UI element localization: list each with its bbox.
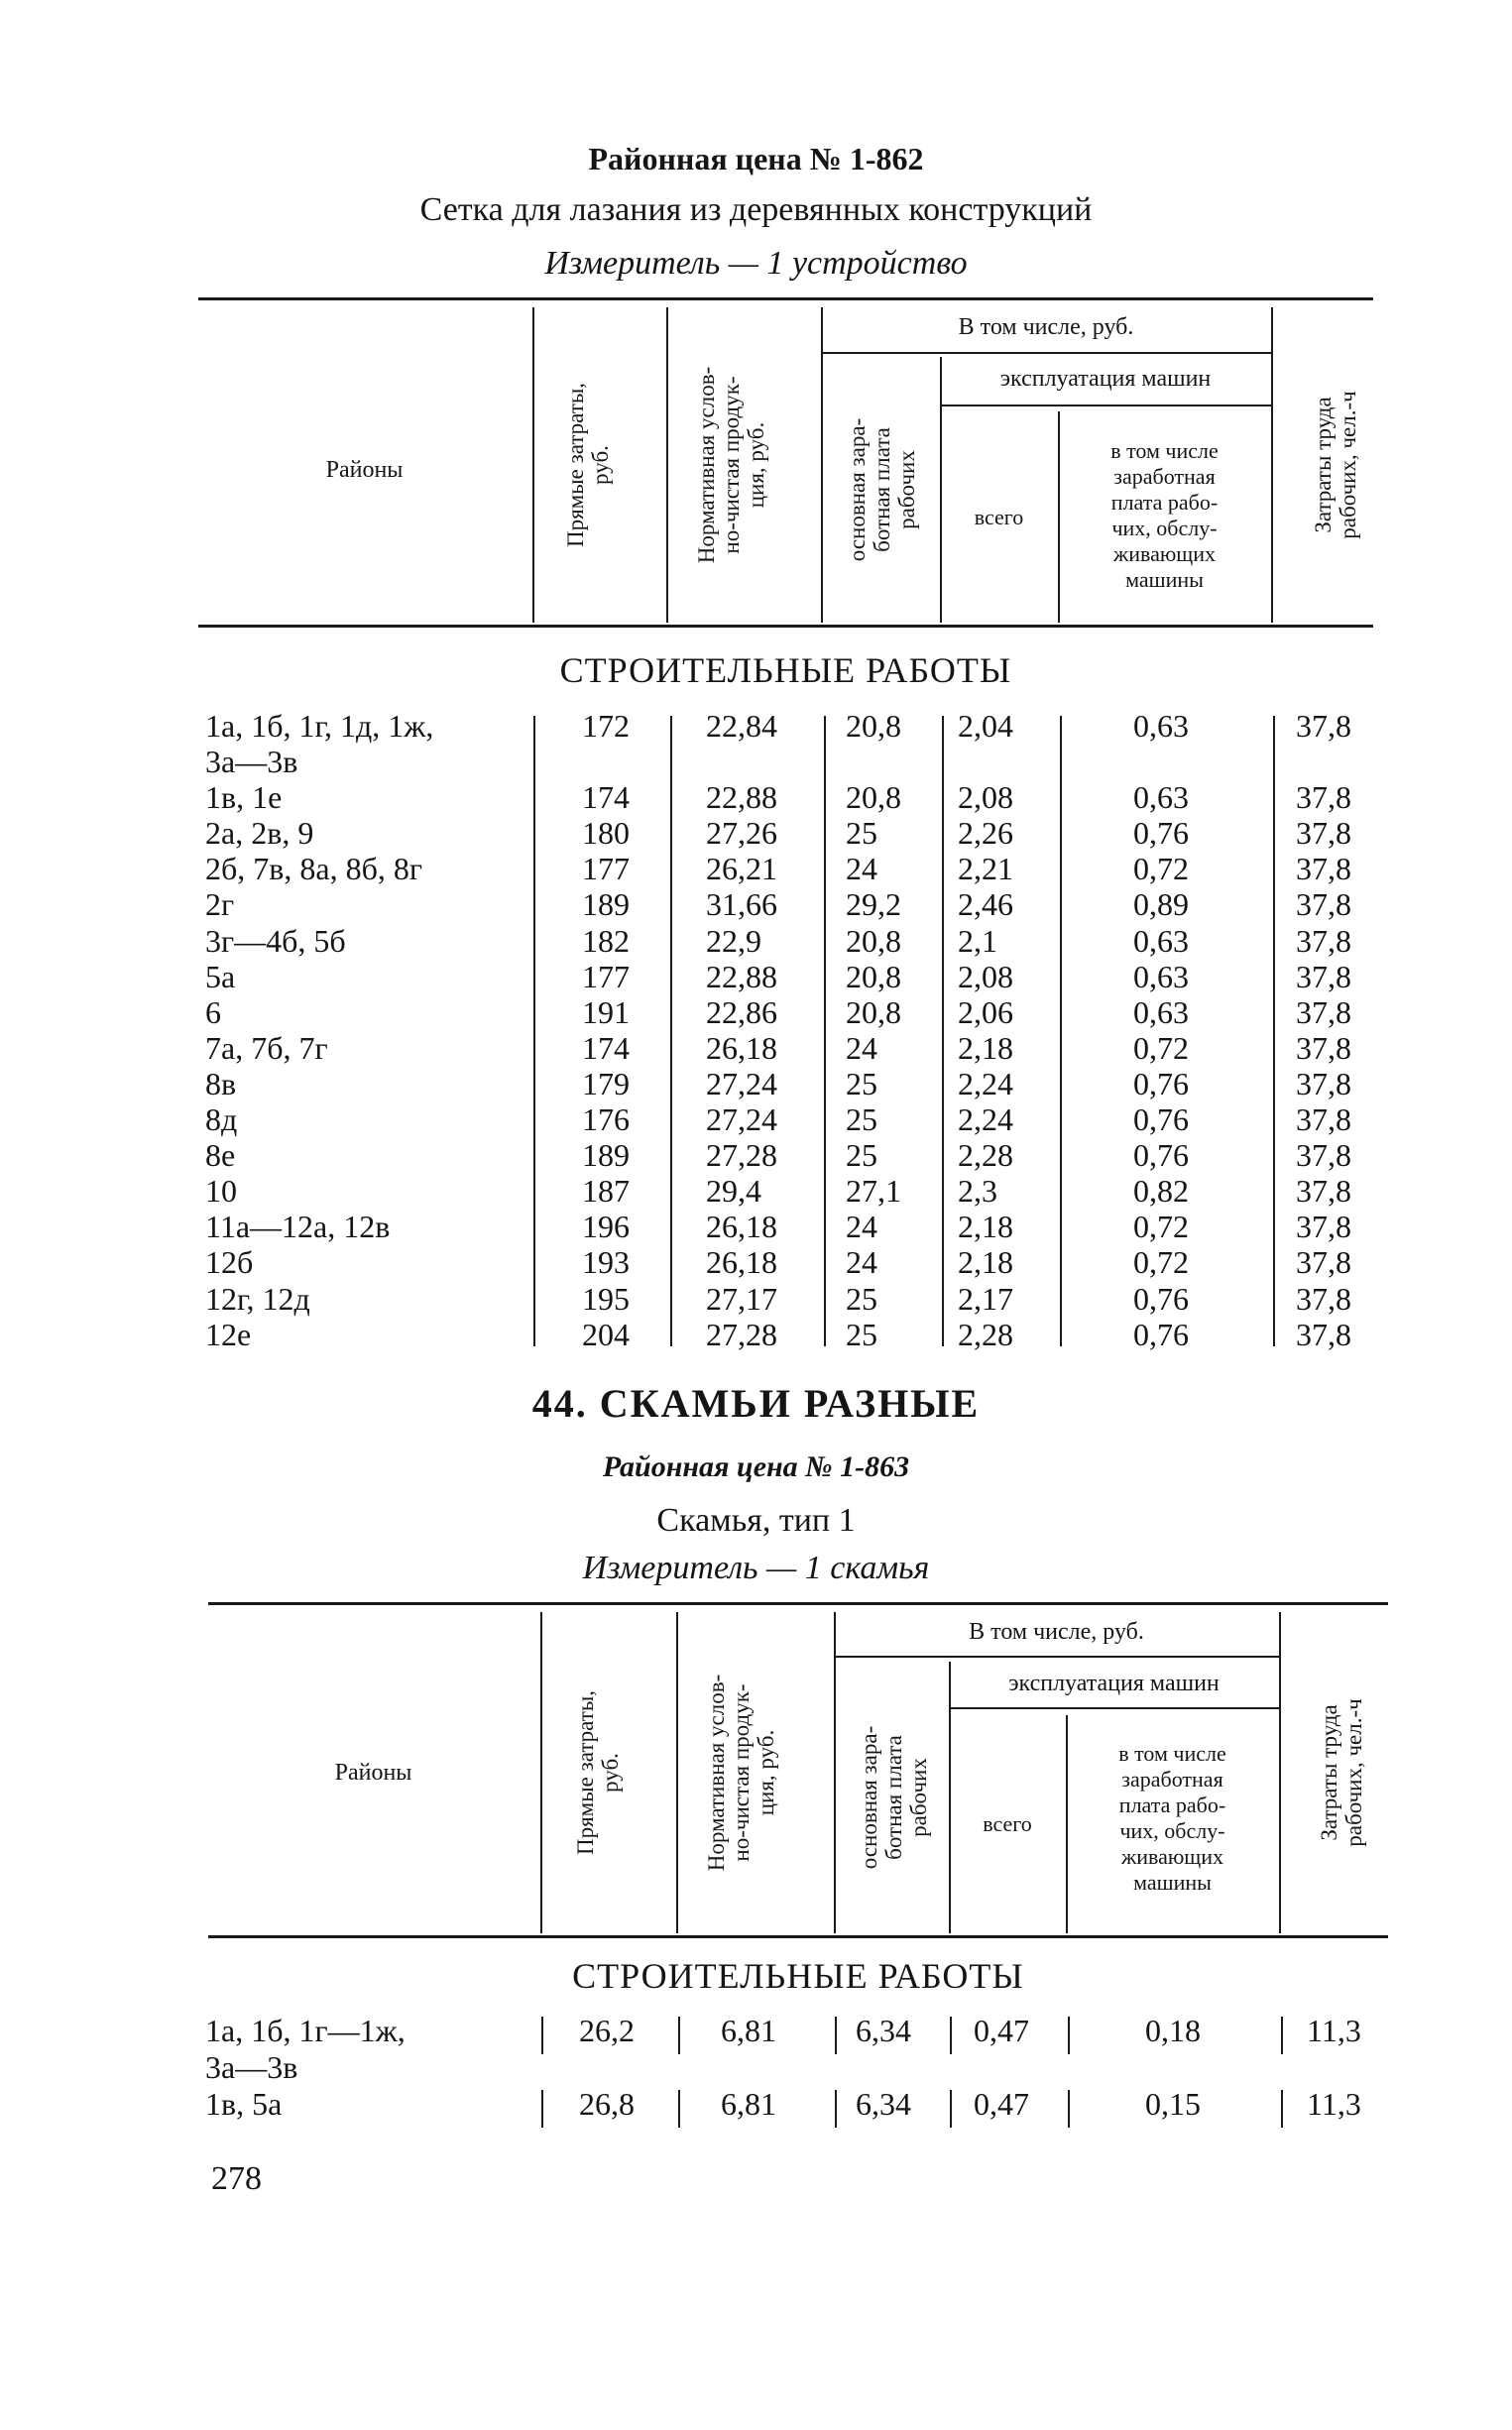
base-wage-cell: 29,2 [846, 886, 901, 923]
labor-cell: 37,8 [1296, 922, 1351, 959]
machines-total-cell: 2,28 [958, 1316, 1013, 1352]
price2-title: Районная цена № 1-863 [602, 1450, 910, 1483]
labor-cell: 37,8 [1296, 1209, 1351, 1245]
table1-subheader-rule [940, 405, 1271, 406]
base-wage-cell: 25 [846, 1101, 877, 1137]
machines-total-cell: 2,46 [958, 886, 1013, 923]
labor-cell: 37,8 [1296, 1065, 1351, 1101]
direct-costs-cell: 191 [582, 993, 630, 1030]
machines-total-cell: 2,3 [958, 1173, 997, 1210]
table2-body-divider [950, 2017, 952, 2054]
table2-body-divider [1068, 2017, 1070, 2054]
base-wage-cell: 20,8 [846, 958, 901, 994]
base-wage-cell: 24 [846, 1244, 877, 1281]
table1-header-bottom-rule [198, 625, 1373, 628]
table2-col-divider [676, 1612, 678, 1933]
table2-body-divider [541, 2090, 543, 2128]
table2-col-divider [540, 1612, 542, 1933]
table2-body-divider [835, 2090, 837, 2128]
region-name: 12е [205, 1316, 252, 1352]
table2-header-base-wage: основная зара- ботная плата рабочих [857, 1725, 931, 1870]
table1-body-divider [670, 716, 672, 1346]
machines-wage-cell: 0,72 [1133, 1029, 1189, 1066]
machines-total-cell: 2,08 [958, 779, 1013, 816]
base-wage-cell: 25 [846, 1137, 877, 1174]
labor-cell: 37,8 [1296, 1244, 1351, 1281]
machines-wage-cell: 0,63 [1133, 922, 1189, 959]
region-name: 5а [205, 958, 236, 994]
machines-wage-cell: 0,82 [1133, 1173, 1189, 1210]
table1-body-divider [533, 716, 535, 1346]
region-name: 1в, 5а [205, 2086, 283, 2122]
region-name: 2а, 2в, 9 [205, 815, 314, 852]
region-name: 8д [205, 1101, 238, 1137]
table1-col-divider [821, 307, 823, 623]
table1-body-divider [1060, 716, 1062, 1346]
table2-header-normative: Нормативная услов- но-чистая продук- ция, руб. [704, 1674, 778, 1872]
normative-cell: 26,18 [706, 1029, 777, 1066]
base-wage-cell: 24 [846, 851, 877, 887]
price2-measure: Измеритель — 1 скамья [582, 1550, 930, 1586]
table2-section-label: СТРОИТЕЛЬНЫЕ РАБОТЫ [572, 1956, 1024, 1996]
price1-title: Районная цена № 1-862 [588, 141, 924, 176]
base-wage-cell: 25 [846, 815, 877, 852]
labor-cell: 37,8 [1296, 1029, 1351, 1066]
labor-cell: 37,8 [1296, 1101, 1351, 1137]
normative-cell: 6,81 [721, 2086, 776, 2122]
direct-costs-cell: 177 [582, 958, 630, 994]
region-name: 2г [205, 886, 235, 923]
base-wage-cell: 27,1 [846, 1173, 901, 1210]
table2-col-divider [949, 1662, 951, 1933]
base-wage-cell: 20,8 [846, 708, 901, 744]
region-name: 6 [205, 993, 221, 1030]
machines-total-cell: 2,24 [958, 1101, 1013, 1137]
normative-cell: 6,81 [721, 2013, 776, 2048]
machines-wage-cell: 0,72 [1133, 1209, 1189, 1245]
direct-costs-cell: 195 [582, 1280, 630, 1317]
normative-cell: 27,28 [706, 1137, 777, 1174]
base-wage-cell: 20,8 [846, 993, 901, 1030]
table1-section-label: СТРОИТЕЛЬНЫЕ РАБОТЫ [559, 650, 1012, 690]
direct-costs-cell: 174 [582, 1029, 630, 1066]
region-name: 11а—12а, 12в [205, 1209, 391, 1245]
table1-header-incl-wage: в том числе заработная плата рабо- чих, обслу- живающих машины [1110, 438, 1219, 592]
machines-total-cell: 2,17 [958, 1280, 1013, 1317]
table1-col-divider [1271, 307, 1273, 623]
direct-costs-cell: 179 [582, 1065, 630, 1101]
table2-body-divider [950, 2090, 952, 2128]
machines-wage-cell: 0,15 [1145, 2086, 1201, 2122]
direct-costs-cell: 26,2 [579, 2013, 635, 2048]
table2-subheader-rule [949, 1707, 1279, 1709]
direct-costs-cell: 193 [582, 1244, 630, 1281]
direct-costs-cell: 177 [582, 851, 630, 887]
machines-total-cell: 0,47 [974, 2013, 1029, 2048]
table2-body-divider [1281, 2090, 1283, 2128]
normative-cell: 22,86 [706, 993, 777, 1030]
table2-header-direct-costs: Прямые затраты, руб. [573, 1689, 623, 1856]
labor-cell: 11,3 [1307, 2086, 1361, 2122]
region-name-continued: 3а—3в [205, 2049, 298, 2085]
price1-measure: Измеритель — 1 устройство [544, 245, 968, 282]
table2-header-labor: Затраты труда рабочих, чел.-ч [1317, 1698, 1366, 1847]
table1-col-divider [940, 357, 942, 623]
base-wage-cell: 20,8 [846, 779, 901, 816]
region-name: 8в [205, 1065, 237, 1101]
machines-wage-cell: 0,63 [1133, 708, 1189, 744]
machines-total-cell: 2,18 [958, 1244, 1013, 1281]
base-wage-cell: 25 [846, 1280, 877, 1317]
labor-cell: 11,3 [1307, 2013, 1361, 2048]
direct-costs-cell: 180 [582, 815, 630, 852]
table2-body-divider [835, 2017, 837, 2054]
machines-wage-cell: 0,72 [1133, 1244, 1189, 1281]
table2-col-divider [834, 1612, 836, 1933]
direct-costs-cell: 174 [582, 779, 630, 816]
normative-cell: 22,84 [706, 708, 777, 744]
table2-body-divider [541, 2017, 543, 2054]
table2-header-bottom-rule [208, 1935, 1388, 1938]
machines-total-cell: 2,28 [958, 1137, 1013, 1174]
normative-cell: 29,4 [706, 1173, 761, 1210]
price1-subtitle: Сетка для лазания из деревянных конструкций [419, 191, 1093, 228]
direct-costs-cell: 26,8 [579, 2086, 635, 2122]
table1-subheader-rule [821, 352, 1271, 354]
machines-total-cell: 2,21 [958, 851, 1013, 887]
region-name: 8е [205, 1137, 236, 1174]
machines-wage-cell: 0,63 [1133, 779, 1189, 816]
machines-wage-cell: 0,76 [1133, 1316, 1189, 1352]
table1-header-regions: Районы [325, 457, 404, 483]
machines-total-cell: 2,24 [958, 1065, 1013, 1101]
labor-cell: 37,8 [1296, 1280, 1351, 1317]
direct-costs-cell: 182 [582, 922, 630, 959]
normative-cell: 31,66 [706, 886, 777, 923]
base-wage-cell: 25 [846, 1065, 877, 1101]
table1-col-divider [532, 307, 534, 623]
table1-col-divider [666, 307, 668, 623]
table1-header-incl: В том числе, руб. [958, 314, 1134, 340]
table1-body-divider [1273, 716, 1275, 1346]
price2-subtitle: Скамья, тип 1 [656, 1502, 856, 1539]
direct-costs-cell: 187 [582, 1173, 630, 1210]
machines-wage-cell: 0,76 [1133, 1137, 1189, 1174]
labor-cell: 37,8 [1296, 886, 1351, 923]
region-name: 1в, 1е [205, 779, 283, 816]
machines-wage-cell: 0,63 [1133, 958, 1189, 994]
machines-total-cell: 2,18 [958, 1029, 1013, 1066]
machines-wage-cell: 0,89 [1133, 886, 1189, 923]
machines-total-cell: 0,47 [974, 2086, 1029, 2122]
table1-body-divider [824, 716, 826, 1346]
chapter-title: 44. СКАМЬИ РАЗНЫЕ [531, 1381, 981, 1426]
table1-top-rule [198, 297, 1373, 300]
base-wage-cell: 20,8 [846, 922, 901, 959]
labor-cell: 37,8 [1296, 708, 1351, 744]
region-name-continued: 3а—3в [205, 744, 298, 779]
normative-cell: 22,9 [706, 922, 761, 959]
direct-costs-cell: 189 [582, 886, 630, 923]
labor-cell: 37,8 [1296, 1173, 1351, 1210]
table2-col-divider [1279, 1612, 1281, 1933]
region-name: 10 [205, 1173, 237, 1210]
page-number: 278 [211, 2160, 262, 2197]
table1-header-total: всего [974, 505, 1024, 529]
table2-body-divider [678, 2017, 680, 2054]
labor-cell: 37,8 [1296, 1137, 1351, 1174]
table1-header-direct-costs: Прямые затраты, руб. [563, 382, 613, 548]
machines-wage-cell: 0,18 [1145, 2013, 1201, 2048]
direct-costs-cell: 189 [582, 1137, 630, 1174]
machines-wage-cell: 0,76 [1133, 1280, 1189, 1317]
table2-header-regions: Районы [334, 1760, 412, 1786]
direct-costs-cell: 172 [582, 708, 630, 744]
table2-top-rule [208, 1602, 1388, 1605]
base-wage-cell: 25 [846, 1316, 877, 1352]
machines-total-cell: 2,1 [958, 922, 997, 959]
machines-wage-cell: 0,72 [1133, 851, 1189, 887]
normative-cell: 27,24 [706, 1065, 777, 1101]
labor-cell: 37,8 [1296, 779, 1351, 816]
labor-cell: 37,8 [1296, 993, 1351, 1030]
table2-body-divider [1281, 2017, 1283, 2054]
region-name: 2б, 7в, 8а, 8б, 8г [205, 851, 422, 887]
table1-body-divider [942, 716, 944, 1346]
labor-cell: 37,8 [1296, 851, 1351, 887]
normative-cell: 27,17 [706, 1280, 777, 1317]
machines-total-cell: 2,08 [958, 958, 1013, 994]
base-wage-cell: 6,34 [856, 2086, 911, 2122]
normative-cell: 27,26 [706, 815, 777, 852]
machines-total-cell: 2,18 [958, 1209, 1013, 1245]
normative-cell: 26,18 [706, 1244, 777, 1281]
region-name: 3г—4б, 5б [205, 922, 346, 959]
machines-wage-cell: 0,63 [1133, 993, 1189, 1030]
table1-header-base-wage: основная зара- ботная плата рабочих [845, 417, 919, 562]
normative-cell: 22,88 [706, 958, 777, 994]
normative-cell: 22,88 [706, 779, 777, 816]
table2-header-total: всего [983, 1811, 1032, 1836]
region-name: 7а, 7б, 7г [205, 1029, 328, 1066]
table2-header-incl-wage: в том числе заработная плата рабо- чих, обслу- живающих машины [1118, 1741, 1226, 1895]
base-wage-cell: 24 [846, 1209, 877, 1245]
table2-header-incl: В том числе, руб. [969, 1619, 1144, 1645]
base-wage-cell: 6,34 [856, 2013, 911, 2048]
labor-cell: 37,8 [1296, 815, 1351, 852]
table2-subheader-rule [834, 1656, 1279, 1658]
direct-costs-cell: 204 [582, 1316, 630, 1352]
table2-body-divider [1068, 2090, 1070, 2128]
table2-header-machines: эксплуатация машин [1008, 1671, 1220, 1696]
normative-cell: 27,24 [706, 1101, 777, 1137]
machines-wage-cell: 0,76 [1133, 815, 1189, 852]
labor-cell: 37,8 [1296, 1316, 1351, 1352]
direct-costs-cell: 196 [582, 1209, 630, 1245]
base-wage-cell: 24 [846, 1029, 877, 1066]
normative-cell: 26,21 [706, 851, 777, 887]
region-name: 1а, 1б, 1г, 1д, 1ж, [205, 708, 434, 744]
region-name: 12г, 12д [205, 1280, 310, 1317]
region-name: 12б [205, 1244, 254, 1281]
labor-cell: 37,8 [1296, 958, 1351, 994]
machines-total-cell: 2,06 [958, 993, 1013, 1030]
machines-total-cell: 2,04 [958, 708, 1013, 744]
machines-wage-cell: 0,76 [1133, 1065, 1189, 1101]
table1-header-normative: Нормативная услов- но-чистая продук- ция, руб. [694, 366, 768, 564]
direct-costs-cell: 176 [582, 1101, 630, 1137]
normative-cell: 27,28 [706, 1316, 777, 1352]
normative-cell: 26,18 [706, 1209, 777, 1245]
table1-header-labor: Затраты труда рабочих, чел.-ч [1311, 391, 1360, 539]
table2-body-divider [678, 2090, 680, 2128]
machines-total-cell: 2,26 [958, 815, 1013, 852]
table1-header-machines: эксплуатация машин [999, 366, 1212, 392]
region-name: 1а, 1б, 1г—1ж, [205, 2013, 406, 2048]
machines-wage-cell: 0,76 [1133, 1101, 1189, 1137]
